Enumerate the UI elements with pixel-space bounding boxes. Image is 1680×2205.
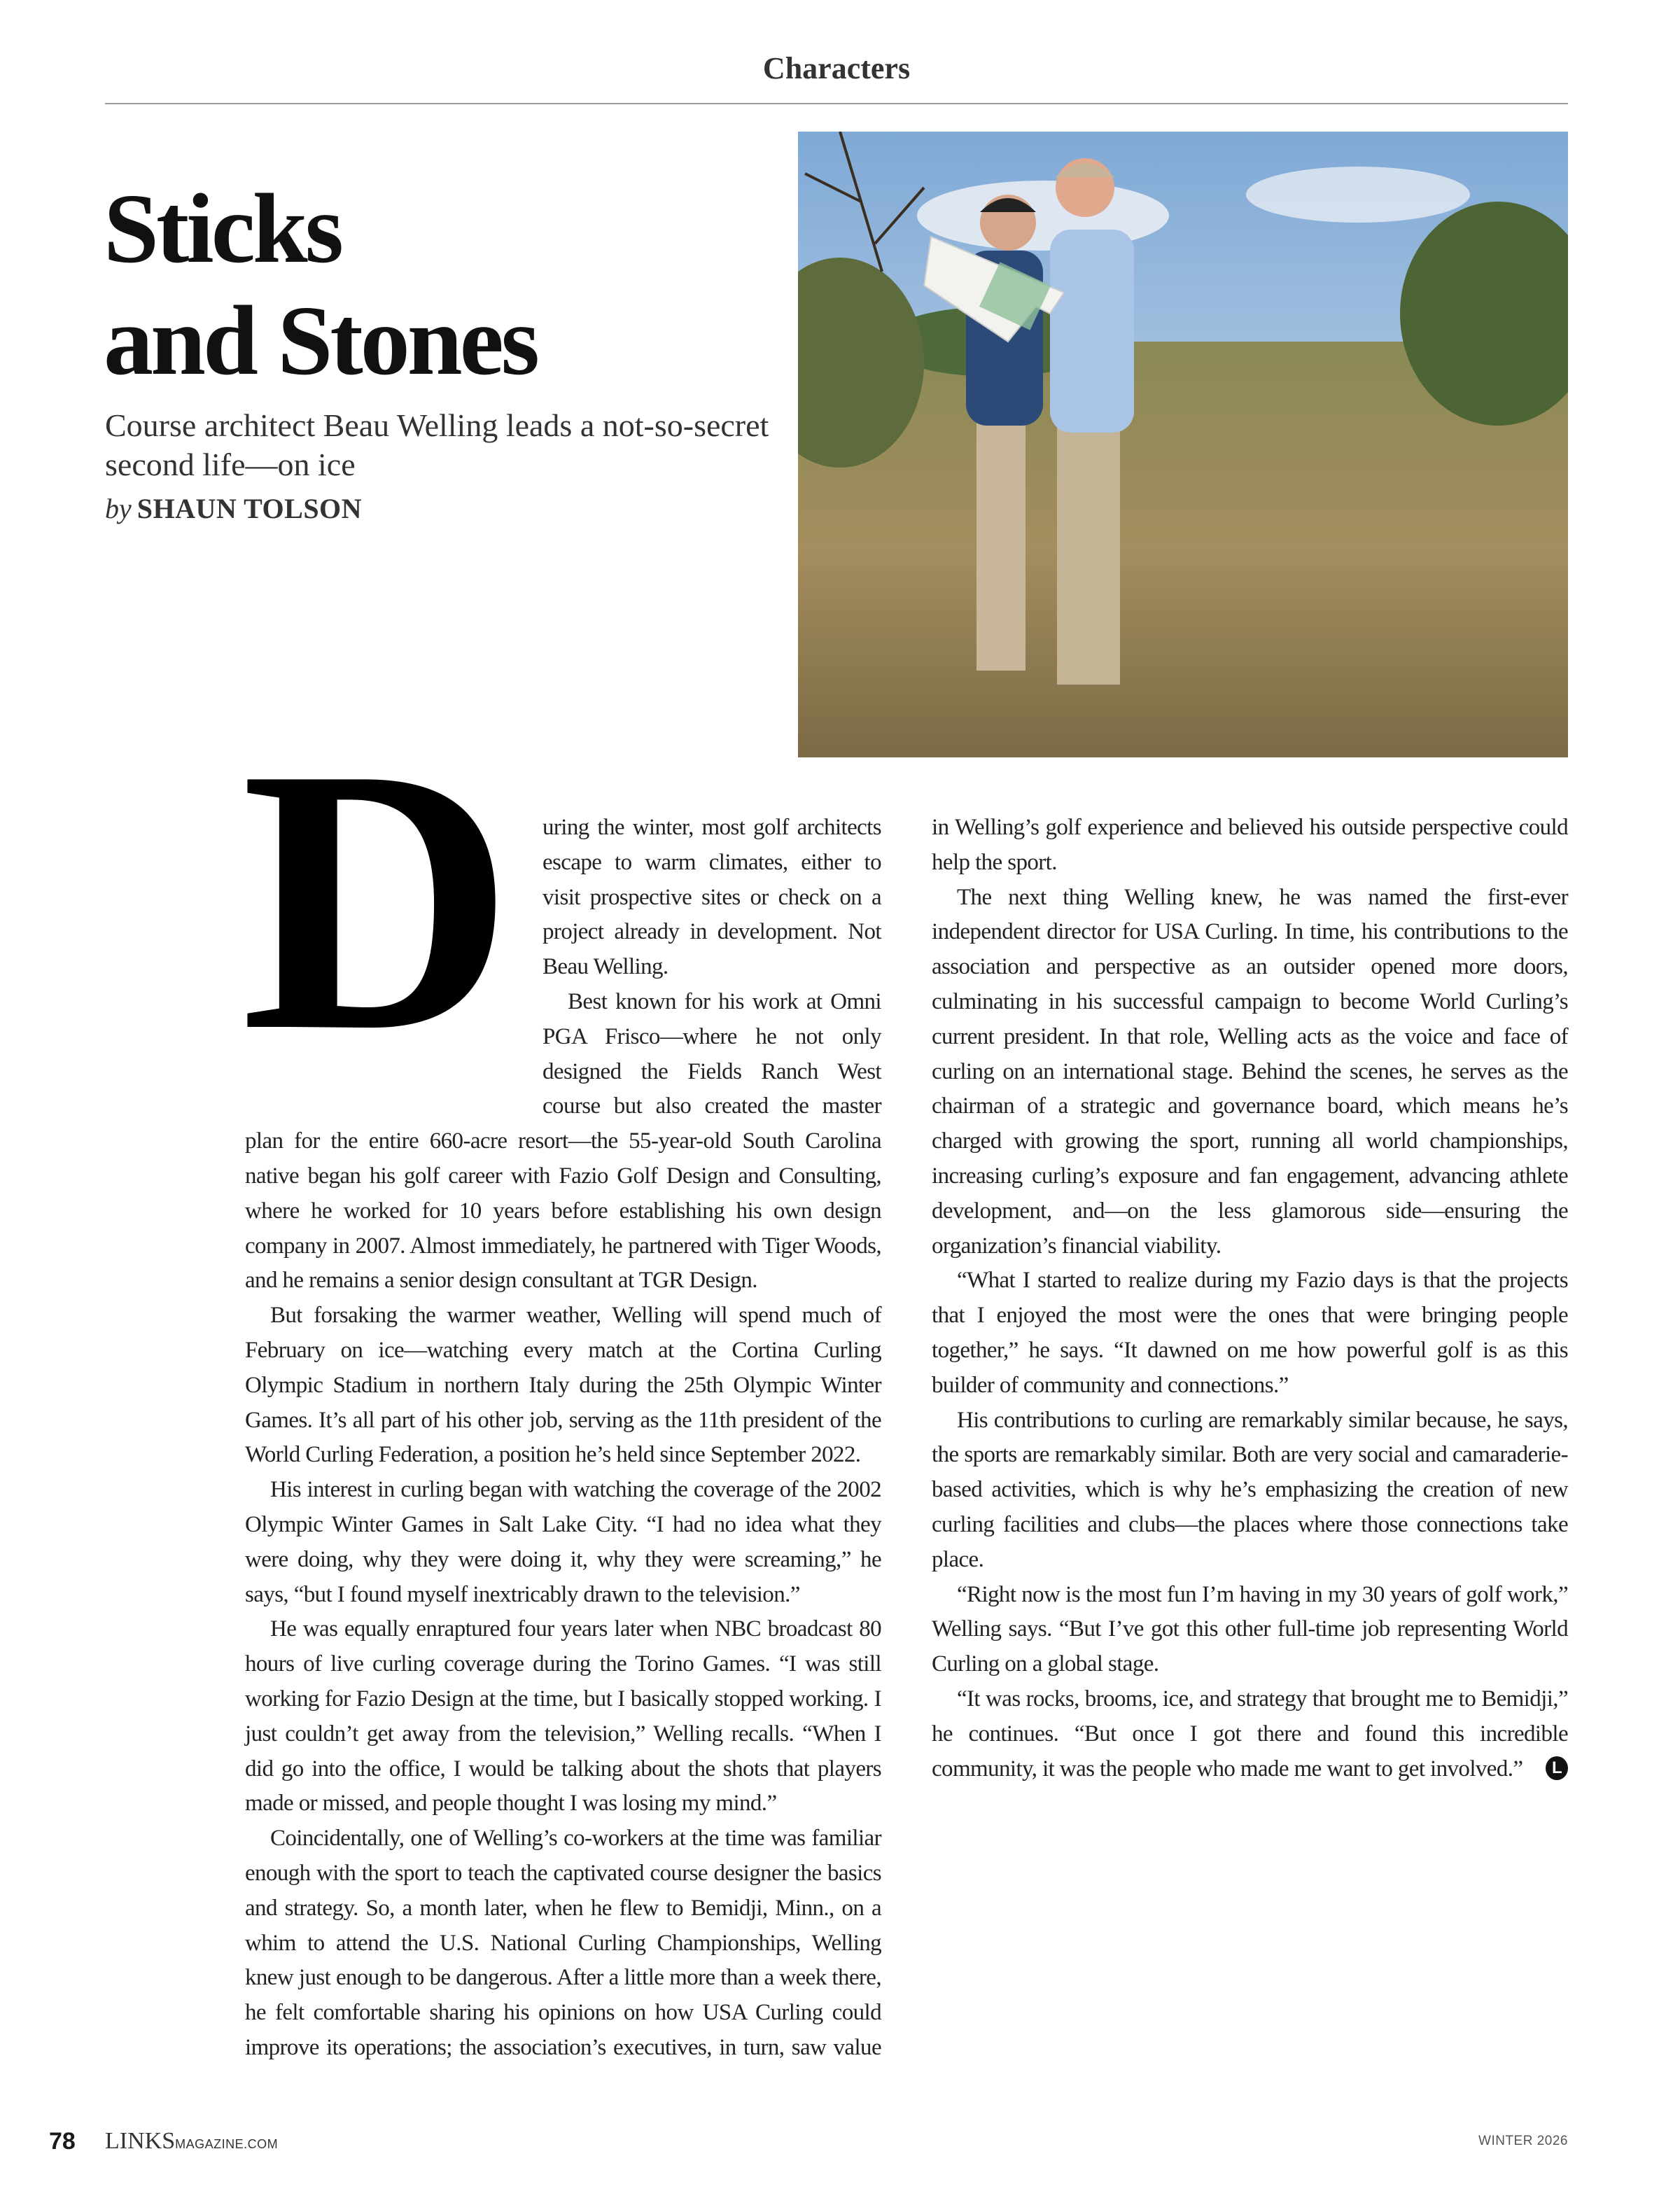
- paragraph: Coincidentally, one of Welling’s co-workers at the time was familiar enough with the sport to teach the captivated course designer the basics and strategy. So, a month later, when he flew to Bemidji, Minn., on a whim to attend the U.S. National Curling Championships, Welling knew just enough to be dangerous. After a little more than a week there, he felt comfortable sharing his opinions on how USA Curling could improve its operations; the association’s executives, in turn, saw value in Welling’s golf experience and believed his outside perspective could help the sport.: [245, 815, 1568, 2060]
- paragraph: “Right now is the most fun I’m having in my 30 years of golf work,” Welling says. “But I’ve got this other full-time job representing World Curling on a global stage.: [932, 1581, 1568, 1677]
- paragraph: He was equally enraptured four years later when NBC broadcast 80 hours of live curling coverage during the Torino Games. “I was still working for Fazio Design at the time, but I basically stopped working. I just couldn’t get away from the television,” Welling recalls. “When I did go into the office, I would be talking about the shots that players made or missed, and people thought I was losing my mind.”: [245, 1616, 881, 1816]
- byline: [105, 493, 362, 525]
- paragraph: Best known for his work at Omni PGA Frisco—where he not only designed the Fields Ranch West course but also created the master plan for the entire 660-acre resort—the 55-year-old South Carolina native began his golf career with Fazio Golf Design and Consulting, where he worked for 10 years before establishing his own design company in 2007. Almost immediately, he partnered with Tiger Woods, and he remains a senior design consultant at TGR Design.: [245, 988, 881, 1294]
- page-number: 78: [49, 2128, 76, 2155]
- end-mark-icon: L: [1546, 1756, 1568, 1780]
- paragraph: His contributions to curling are remarkably similar because, he says, the sports are remarkably similar. Both are very social and camaraderie-based activities, which is why he’s emphasizing the creation of new curling facilities and clubs—the places where those connections take place.: [932, 1407, 1568, 1572]
- paragraph-last: [932, 1682, 1568, 1786]
- brand-suffix: MAGAZINE.COM: [175, 2137, 279, 2151]
- brand-name: LINKS: [105, 2128, 176, 2154]
- article-photo: [798, 132, 1568, 757]
- article-title: [104, 172, 537, 396]
- byline-prefix: by: [105, 493, 132, 524]
- section-header: Characters: [762, 51, 911, 85]
- author-name: SHAUN TOLSON: [136, 493, 363, 524]
- article-dek: Course architect Beau Welling leads a not-so-secret second life—on ice: [105, 407, 769, 482]
- paragraph: But forsaking the warmer weather, Welling will spend much of February on ice—watching every match at the Cortina Curling Olympic Stadium in northern Italy during the 25th Olympic Winter Games. It’s all part of his other job, serving as the 11th president of the World Curling Federation, a position he’s held since September 2022.: [245, 1303, 881, 1468]
- header-divider: [105, 103, 1568, 104]
- drop-cap: [241, 690, 542, 1113]
- title-line: and Stones: [104, 285, 537, 396]
- paragraph: The next thing Welling knew, he was named the first-ever independent director for USA Curling. In time, his contributions to the association and perspective as an outsider opened more doors, culminating in his successful campaign to become World Curling’s current president. In that role, Welling acts as the voice and face of curling on an international stage. Behind the scenes, he serves as the chairman of a strategic and governance board, which means he’s charged with growing the sport, running all world championships, increasing curling’s exposure and fan engagement, advancing athlete development, and—on the less glamorous side—ensuring the organization’s financial viability.: [932, 884, 1568, 1259]
- footer-brand: [105, 2128, 278, 2155]
- paragraph-text: “It was rocks, brooms, ice, and strategy that brought me to Bemidji,” he continues. “But once I got there and found this incredible community, it was the people who made me want to get involved.”: [932, 1686, 1568, 1782]
- title-line: Sticks: [104, 173, 341, 284]
- photo-two-men-with-plans-in-field: [798, 132, 1568, 757]
- paragraph: “What I started to realize during my Fazio days is that the projects that I enjoyed the most were the ones that were bringing people together,” he says. “It dawned on me how powerful golf is as this builder of community and connections.”: [932, 1268, 1568, 1398]
- issue-date: WINTER 2026: [1478, 2134, 1568, 2148]
- paragraph: His interest in curling began with watching the coverage of the 2002 Olympic Winter Games in Salt Lake City. “I had no idea what they were doing, why they were doing it, why they were screaming,” he says, “but I found myself inextricably drawn to the television.”: [245, 1477, 881, 1607]
- drop-cap-letter: D: [241, 690, 514, 1109]
- paragraph: uring the winter, most golf architects escape to warm climates, either to visit prospective sites or check on a project already in development. Not Beau Welling.: [542, 815, 881, 980]
- article-body: [241, 690, 1568, 2106]
